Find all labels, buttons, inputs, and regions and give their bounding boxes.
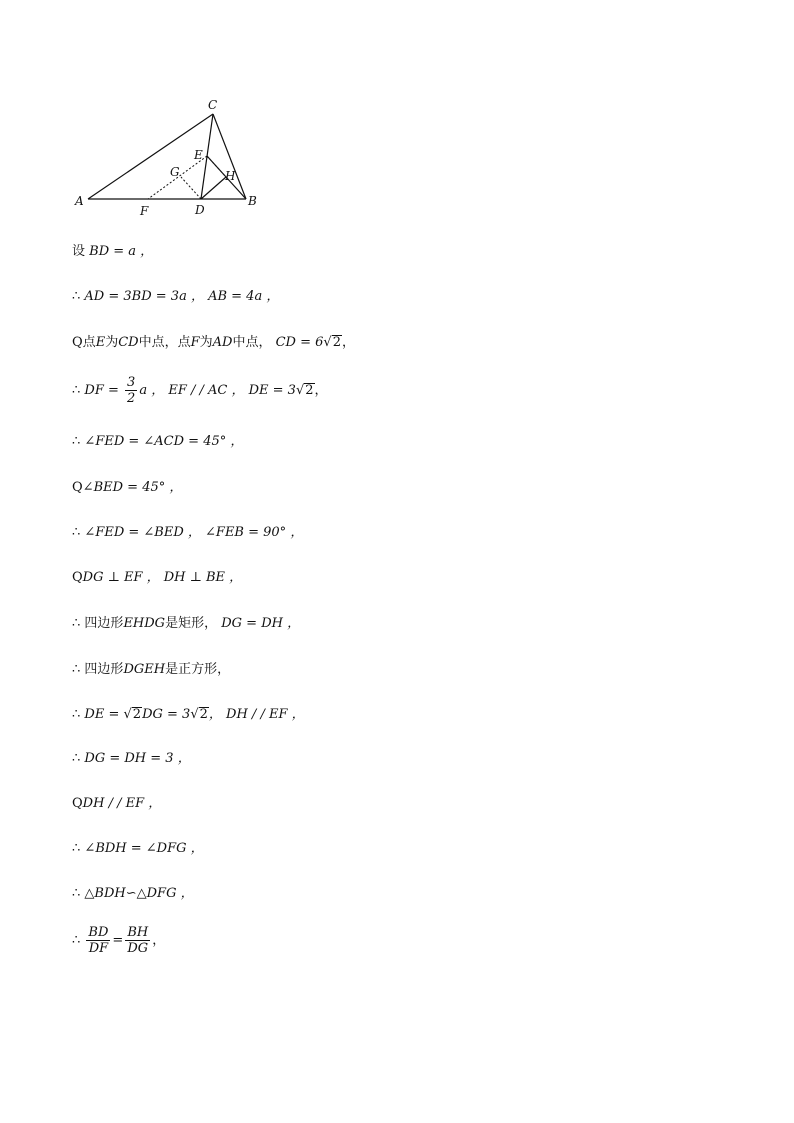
math-expression: DG ⊥ EF ， DH ⊥ BE ， (82, 570, 243, 585)
therefore-symbol: ∴ (72, 886, 81, 901)
punctuation: ， (152, 933, 166, 948)
text: 为 (105, 335, 119, 350)
math-expression: ∠BED = 45° ， (82, 480, 183, 495)
punctuation: ， (342, 335, 356, 350)
equals-sign: = (112, 933, 124, 948)
proof-line-12 (72, 750, 191, 768)
proof-line-2 (72, 288, 279, 306)
text: 为 (199, 335, 213, 350)
math-expression: EHDG (123, 616, 166, 631)
fraction-right (125, 925, 150, 956)
fraction (125, 375, 137, 406)
because-symbol: Q (72, 796, 83, 811)
math-expression: CD (118, 335, 139, 350)
therefore-symbol: ∴ (72, 707, 81, 722)
segment-DH (201, 177, 226, 199)
numerator: BD (88, 925, 109, 940)
math-expression: DG = DH = 3 ， (84, 751, 191, 766)
proof-line-11 (72, 706, 305, 724)
text: 是正方形， (165, 662, 231, 677)
therefore-symbol: ∴ (72, 434, 81, 449)
math-expression: DF = (84, 383, 119, 398)
proof-line-6 (72, 479, 182, 497)
math-expression: DE = (84, 707, 120, 722)
math-expression: CD = 6 (275, 335, 324, 350)
text: 中点，点 (138, 335, 191, 350)
math-expression: E (95, 335, 106, 350)
math-expression: ， DH / / EF ， (208, 707, 305, 722)
proof-line-1 (72, 243, 153, 261)
proof-line-3 (72, 334, 355, 352)
label-F: F (140, 204, 149, 218)
sqrt-symbol: √ (295, 383, 305, 398)
therefore-symbol: ∴ (72, 525, 81, 540)
label-G: G (170, 165, 180, 179)
math-expression: DG = 3 (142, 707, 191, 722)
radicand: 2 (199, 707, 208, 722)
segment-DG-dotted (181, 177, 201, 199)
therefore-symbol: ∴ (72, 616, 81, 631)
math-expression: a ， EF / / AC ， DE = 3 (139, 383, 296, 398)
math-expression: DG = DH ， (221, 616, 301, 631)
proof-line-15 (72, 885, 194, 903)
text: 四边形 (84, 662, 124, 677)
math-expression: DH / / EF ， (82, 796, 162, 811)
text: 中点， (232, 335, 272, 350)
label-B: B (248, 194, 257, 208)
because-symbol: Q (72, 335, 83, 350)
denominator: 2 (127, 391, 136, 406)
label-A: A (75, 194, 84, 208)
therefore-symbol: ∴ (72, 289, 81, 304)
numerator: 3 (127, 375, 136, 390)
proof-line-13 (72, 795, 161, 813)
numerator: BH (127, 925, 149, 940)
fraction-left (86, 925, 110, 956)
denominator: DG (127, 941, 149, 956)
math-expression: DGEH (123, 662, 166, 677)
denominator: DF (88, 941, 109, 956)
text: 点 (82, 335, 96, 350)
punctuation: ， (314, 383, 328, 398)
because-symbol: Q (72, 570, 83, 585)
label-D: D (195, 203, 205, 217)
proof-line-9 (72, 615, 300, 633)
sqrt-symbol: √ (190, 707, 199, 722)
math-expression: ∠BDH = ∠DFG ， (84, 841, 204, 856)
sqrt-symbol: √ (123, 707, 132, 722)
label-C: C (208, 98, 218, 112)
geometry-figure (68, 92, 268, 222)
math-expression: △BDH∽△DFG ， (84, 886, 194, 901)
label-E: E (194, 148, 203, 162)
sqrt-symbol: √ (323, 335, 332, 350)
proof-line-16 (72, 925, 165, 956)
math-expression: F (190, 335, 200, 350)
proof-line-5 (72, 433, 243, 451)
therefore-symbol: ∴ (72, 751, 81, 766)
math-expression: BD = a ， (89, 244, 154, 259)
text: 设 (72, 244, 86, 259)
math-expression: ∠FED = ∠ACD = 45° ， (84, 434, 244, 449)
math-expression: AD = 3BD = 3a ， AB = 4a ， (84, 289, 280, 304)
text: 是矩形， (165, 616, 218, 631)
therefore-symbol: ∴ (72, 933, 81, 948)
proof-line-8 (72, 569, 242, 587)
math-expression: AD (212, 335, 233, 350)
proof-line-7 (72, 524, 303, 542)
math-expression: ∠FED = ∠BED ， ∠FEB = 90° ， (84, 525, 304, 540)
text: 四边形 (84, 616, 124, 631)
therefore-symbol: ∴ (72, 383, 81, 398)
segment-CB (213, 114, 246, 199)
because-symbol: Q (72, 480, 83, 495)
radicand: 2 (305, 383, 314, 398)
radicand: 2 (132, 707, 142, 722)
proof-line-4 (72, 375, 328, 406)
radicand: 2 (332, 335, 341, 350)
proof-line-10 (72, 661, 230, 679)
proof-line-14 (72, 840, 204, 858)
label-H: H (225, 169, 236, 183)
therefore-symbol: ∴ (72, 662, 81, 677)
therefore-symbol: ∴ (72, 841, 81, 856)
